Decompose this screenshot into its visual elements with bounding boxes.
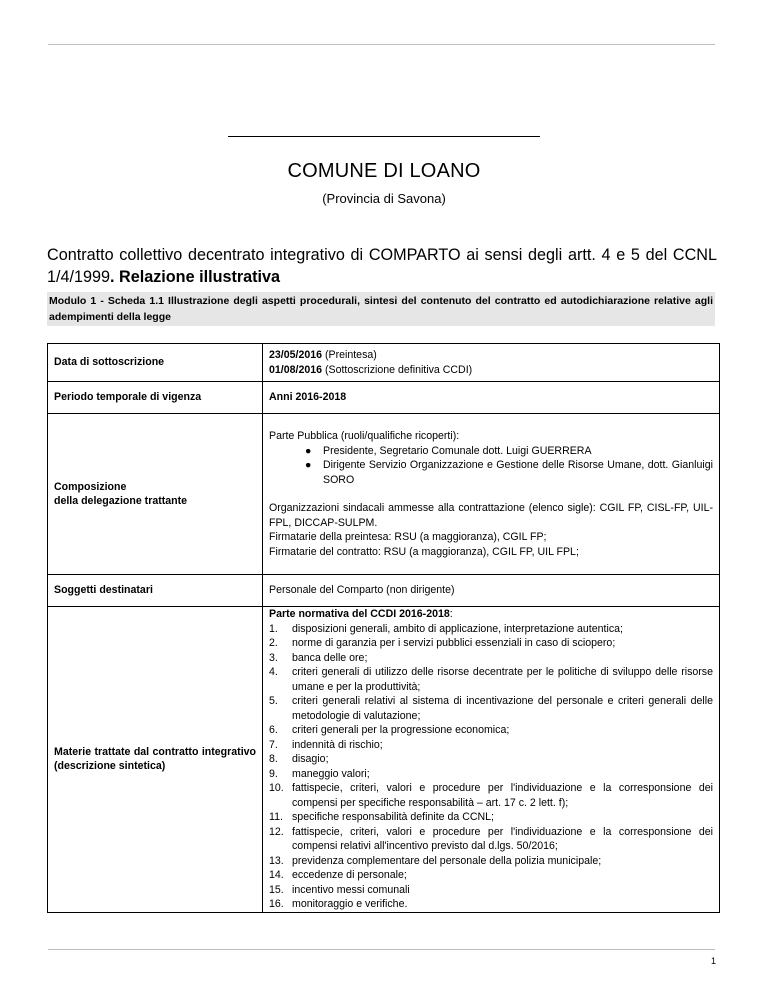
list-item: 6. criteri generali per la progressione economica; xyxy=(269,724,510,736)
list-item: 12. fattispecie, criteri, valori e procedure per l'individuazione e la corresponsione dei compensi relativi all'incentivo previsto dal d.lgs. 50/2016; xyxy=(269,825,713,852)
bottom-rule xyxy=(48,949,715,950)
list-item: 15. incentivo messi comunali xyxy=(269,883,410,896)
table-row xyxy=(48,344,720,382)
materie-title: Parte normativa del CCDI 2016-2018 xyxy=(269,608,450,620)
label-composizione xyxy=(48,414,263,575)
parte-pubblica-intro: Parte Pubblica (ruoli/qualifiche ricoperti): xyxy=(269,430,460,442)
list-item: 10. fattispecie, criteri, valori e procedure per l'individuazione e la corresponsione dei compensi per specifiche responsabilità – art. 17 c. 2 lett. f); xyxy=(269,782,713,809)
label-data-sottoscrizione: Data di sottoscrizione xyxy=(48,344,263,382)
info-table xyxy=(47,343,720,913)
page-title: COMUNE DI LOANO xyxy=(287,160,481,182)
list-item: 5. criteri generali relativi al sistema di incentivazione del personale e criteri generali delle metodologie di valutazione; xyxy=(269,695,713,722)
parte-pubblica-list xyxy=(269,444,713,488)
page-number: 1 xyxy=(710,956,716,966)
table-row xyxy=(48,382,720,414)
top-rule xyxy=(48,44,715,45)
bullet-icon: ● xyxy=(305,444,312,457)
organizzazioni-text: Organizzazioni sindacali ammesse alla contrattazione (elenco sigle): CGIL FP, CISL-FP, UIL-FPL, DICCAP-SULPM. xyxy=(269,502,713,529)
list-item: 1. disposizioni generali, ambito di applicazione, interpretazione autentica; xyxy=(269,622,623,635)
list-item: 16. monitoraggio e verifiche. xyxy=(269,898,408,910)
label-soggetti: Soggetti destinatari xyxy=(48,575,263,607)
list-item: 11. specifiche responsabilità definite da CCNL; xyxy=(269,811,494,823)
firmatarie-contratto: Firmatarie del contratto: RSU (a maggioranza), CGIL FP, UIL FPL; xyxy=(269,545,579,558)
label-materie: Materie trattate dal contratto integrativo (descrizione sintetica) xyxy=(48,607,263,913)
value-composizione xyxy=(263,414,720,575)
table-row xyxy=(48,607,720,913)
bullet-text: Presidente, Segretario Comunale dott. Luigi GUERRERA xyxy=(323,444,592,457)
date-definitiva: 01/08/2016 xyxy=(269,363,323,376)
signature-line xyxy=(228,136,540,137)
materie-title-suffix: : xyxy=(449,608,453,620)
composizione-label-line1: Composizione xyxy=(54,480,127,493)
heading-bold: . Relazione illustrativa xyxy=(110,268,281,286)
document-heading xyxy=(47,244,717,288)
note-definitiva: (Sottoscrizione definitiva CCDI) xyxy=(322,363,473,376)
list-item: 14. eccedenze di personale; xyxy=(269,869,407,881)
materie-list xyxy=(269,622,713,912)
list-item: 2. norme di garanzia per i servizi pubblici essenziali in caso di sciopero; xyxy=(269,637,616,649)
label-periodo: Periodo temporale di vigenza xyxy=(48,382,263,414)
date-preintesa: 23/05/2016 xyxy=(269,349,323,361)
value-data-sottoscrizione xyxy=(263,344,720,382)
composizione-label-line2: della delegazione trattante xyxy=(54,495,188,507)
list-item: 7. indennità di rischio; xyxy=(269,738,383,751)
list-item: 8. disagio; xyxy=(269,753,329,765)
periodo-text: Anni 2016-2018 xyxy=(269,391,347,404)
value-materie xyxy=(263,607,720,913)
value-soggetti: Personale del Comparto (non dirigente) xyxy=(263,575,720,607)
table-row xyxy=(48,414,720,575)
note-preintesa: (Preintesa) xyxy=(322,349,377,361)
list-item: 13. previdenza complementare del personale della polizia municipale; xyxy=(269,854,602,867)
value-periodo xyxy=(263,382,720,414)
list-item: 3. banca delle ore; xyxy=(269,651,368,664)
list-item: 4. criteri generali di utilizzo delle risorse decentrate per le politiche di sviluppo delle risorse umane e per la produttività; xyxy=(269,666,713,693)
table-row xyxy=(48,575,720,607)
bullet-text: Dirigente Servizio Organizzazione e Gestione delle Risorse Umane, dott. Gianluigi SORO xyxy=(323,459,713,486)
firmatarie-preintesa: Firmatarie della preintesa: RSU (a maggioranza), CGIL FP; xyxy=(269,531,547,543)
page-subtitle: (Provincia di Savona) xyxy=(322,191,446,206)
list-item xyxy=(305,458,713,487)
heading-text: Contratto collettivo decentrato integrativo di COMPARTO ai sensi degli artt. 4 e 5 del CCNL 1/4/1999 xyxy=(47,246,717,286)
bullet-icon: ● xyxy=(305,459,312,471)
list-item xyxy=(305,444,713,459)
list-item: 9. maneggio valori; xyxy=(269,767,370,780)
module-bar: Modulo 1 - Scheda 1.1 Illustrazione degli aspetti procedurali, sintesi del contenuto del contratto ed autodichiarazione relative agli adempimenti della legge xyxy=(47,292,715,326)
